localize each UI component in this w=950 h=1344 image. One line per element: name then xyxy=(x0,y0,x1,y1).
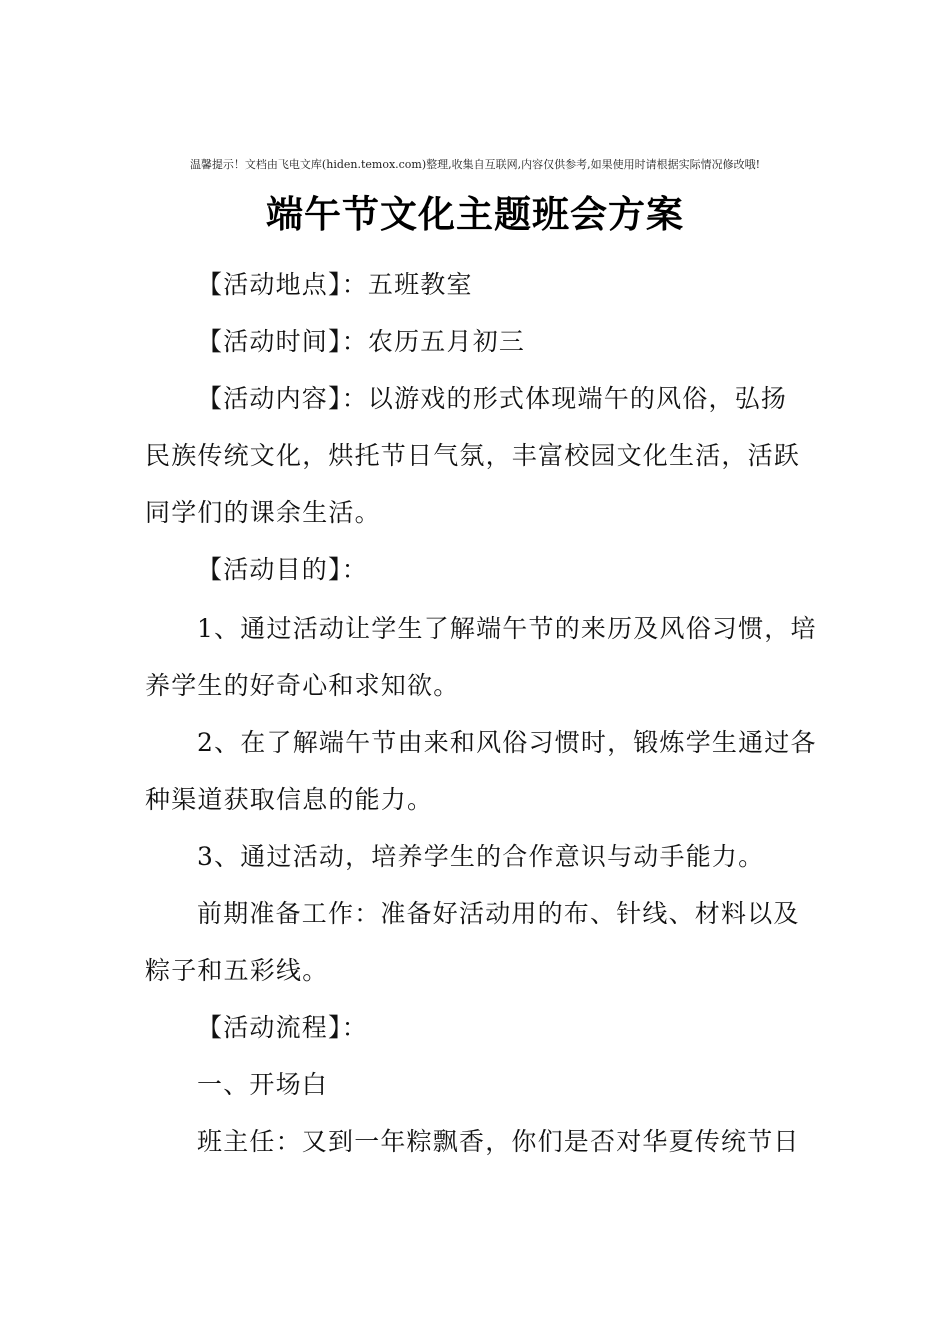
paragraph-line: 【活动时间】：农历五月初三 xyxy=(197,327,526,356)
paragraph-line: 【活动内容】：以游戏的形式体现端午的风俗，弘扬 xyxy=(197,384,788,413)
paragraph-line: 【活动流程】： xyxy=(197,1013,368,1042)
paragraph-line: 【活动地点】：五班教室 xyxy=(197,270,473,299)
paragraph-line: 民族传统文化，烘托节日气氛，丰富校园文化生活，活跃 xyxy=(145,441,801,470)
paragraph-line: 同学们的课余生活。 xyxy=(145,498,381,527)
paragraph-line: 粽子和五彩线。 xyxy=(145,956,329,985)
paragraph-line: 【活动目的】： xyxy=(197,555,368,584)
paragraph-line: 2、在了解端午节由来和风俗习惯时，锻炼学生通过各 xyxy=(197,728,817,757)
paragraph-line: 3、通过活动，培养学生的合作意识与动手能力。 xyxy=(197,842,765,871)
paragraph-line: 种渠道获取信息的能力。 xyxy=(145,785,434,814)
header-notice: 温馨提示！文档由飞电文库(hiden.temox.com)整理,收集自互联网,内容仅供参考,如果使用时请根据实际情况修改哦! xyxy=(189,158,761,171)
paragraph-line: 一、开场白 xyxy=(197,1070,329,1099)
paragraph-line: 1、通过活动让学生了解端午节的来历及风俗习惯，培 xyxy=(197,614,817,643)
paragraph-line: 前期准备工作：准备好活动用的布、针线、材料以及 xyxy=(197,899,800,928)
paragraph-line: 班主任：又到一年粽飘香，你们是否对华夏传统节日 xyxy=(197,1127,800,1156)
page-title: 端午节文化主题班会方案 xyxy=(266,192,684,236)
paragraph-line: 养学生的好奇心和求知欲。 xyxy=(145,671,460,700)
